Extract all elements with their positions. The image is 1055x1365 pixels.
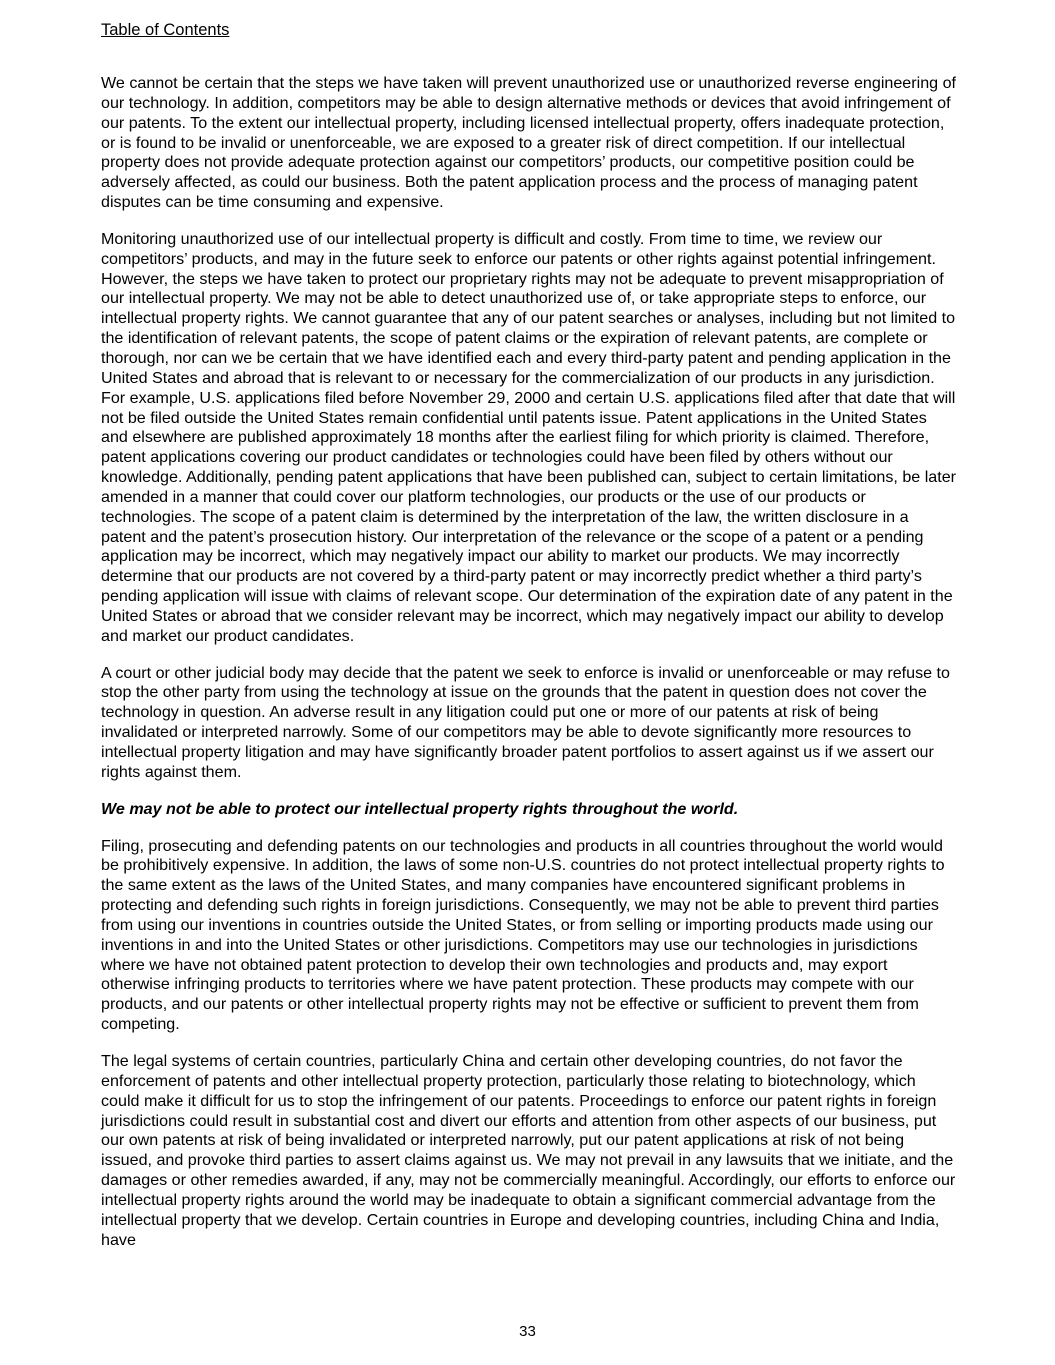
paragraph-legal-systems: The legal systems of certain countries, particularly China and certain other developing countries, do not favor the enforcement of patents and other intellectual property protection, particularly those relating to biotechnology, which could make it difficult for us to stop the infringement of our patents. Proceedings to enforce our patent rights in foreign jurisdictions could result in substantial cost and divert our efforts and attention from other aspects of our business, put our own patents at risk of being invalidated or interpreted narrowly, put our patent applications at risk of not being issued, and provoke third parties to assert claims against us. We may not prevail in any lawsuits that we initiate, and the damages or other remedies awarded, if any, may not be commercially meaningful. Accordingly, our efforts to enforce our intellectual property rights around the world may be inadequate to obtain a significant commercial advantage from the intellectual property that we develop. Certain countries in Europe and developing countries, including China and India, have	[101, 1051, 956, 1249]
paragraph-filing-prosecuting: Filing, prosecuting and defending patents on our technologies and products in all countries throughout the world would be prohibitively expensive. In addition, the laws of some non-U.S. countries do not protect intellectual property rights to the same extent as the laws of the United States, and many companies have encountered significant problems in protecting and defending such rights in foreign jurisdictions. Consequently, we may not be able to prevent third parties from using our inventions in countries outside the United States, or from selling or importing products made using our inventions in and into the United States or other jurisdictions. Competitors may use our technologies in jurisdictions where we have not obtained patent protection to develop their own technologies and products and, may export otherwise infringing products to territories where we have patent protection. These products may compete with our products, and our patents or other intellectual property rights may not be effective or sufficient to prevent them from competing.	[101, 836, 945, 1034]
paragraph-unauthorized-use: We cannot be certain that the steps we have taken will prevent unauthorized use or unauthorized reverse engineering of our technology. In addition, competitors may be able to design alternative methods or devices that avoid infringement of our patents. To the extent our intellectual property, including licensed intellectual property, offers inadequate protection, or is found to be invalid or unenforceable, we are exposed to a greater risk of direct competition. If our intellectual property does not provide adequate protection against our competitors’ products, our competitive position could be adversely affected, as could our business. Both the patent application process and the process of managing patent disputes can be time consuming and expensive.	[101, 74, 956, 212]
table-of-contents-link[interactable]: Table of Contents	[101, 21, 230, 39]
document-body	[101, 74, 957, 1267]
section-heading-worldwide-protection: We may not be able to protect our intellectual property rights throughout the world.	[101, 799, 739, 818]
paragraph-monitoring: Monitoring unauthorized use of our intellectual property is difficult and costly. From time to time, we review our competitors’ products, and may in the future seek to enforce our patents or other rights against potential infringement. However, the steps we have taken to protect our proprietary rights may not be adequate to prevent misappropriation of our intellectual property. We may not be able to detect unauthorized use of, or take appropriate steps to enforce, our intellectual property rights. We cannot guarantee that any of our patent searches or analyses, including but not limited to the identification of relevant patents, the scope of patent claims or the expiration of relevant patents, are complete or thorough, nor can we be certain that we have identified each and every third-party patent and pending application in the United States and abroad that is relevant to or necessary for the commercialization of our products in any jurisdiction. For example, U.S. applications filed before November 29, 2000 and certain U.S. applications filed after that date that will not be filed outside the United States remain confidential until patents issue. Patent applications in the United States and elsewhere are published approximately 18 months after the earliest filing for which priority is claimed. Therefore, patent applications covering our product candidates or technologies could have been filed by others without our knowledge. Additionally, pending patent applications that have been published can, subject to certain limitations, be later amended in a manner that could cover our platform technologies, our products or the use of our products or technologies. The scope of a patent claim is determined by the interpretation of the law, the written disclosure in a patent and the patent’s prosecution history. Our interpretation of the relevance or the scope of a patent or a pending application may be incorrect, which may negatively impact our ability to market our products. We may incorrectly determine that our products are not covered by a third-party patent or may incorrectly predict whether a third party’s pending application will issue with claims of relevant scope. Our determination of the expiration date of any patent in the United States or abroad that we consider relevant may be incorrect, which may negatively impact our ability to develop and market our product candidates.	[101, 229, 957, 645]
page-number: 33	[519, 1323, 536, 1340]
paragraph-court: A court or other judicial body may decide that the patent we seek to enforce is invalid or unenforceable or may refuse to stop the other party from using the technology at issue on the grounds that the patent in question does not cover the technology in question. An adverse result in any litigation could put one or more of our patents at risk of being invalidated or interpreted narrowly. Some of our competitors may be able to devote significantly more resources to intellectual property litigation and may have significantly broader patent portfolios to assert against us if we assert our rights against them.	[101, 663, 950, 781]
